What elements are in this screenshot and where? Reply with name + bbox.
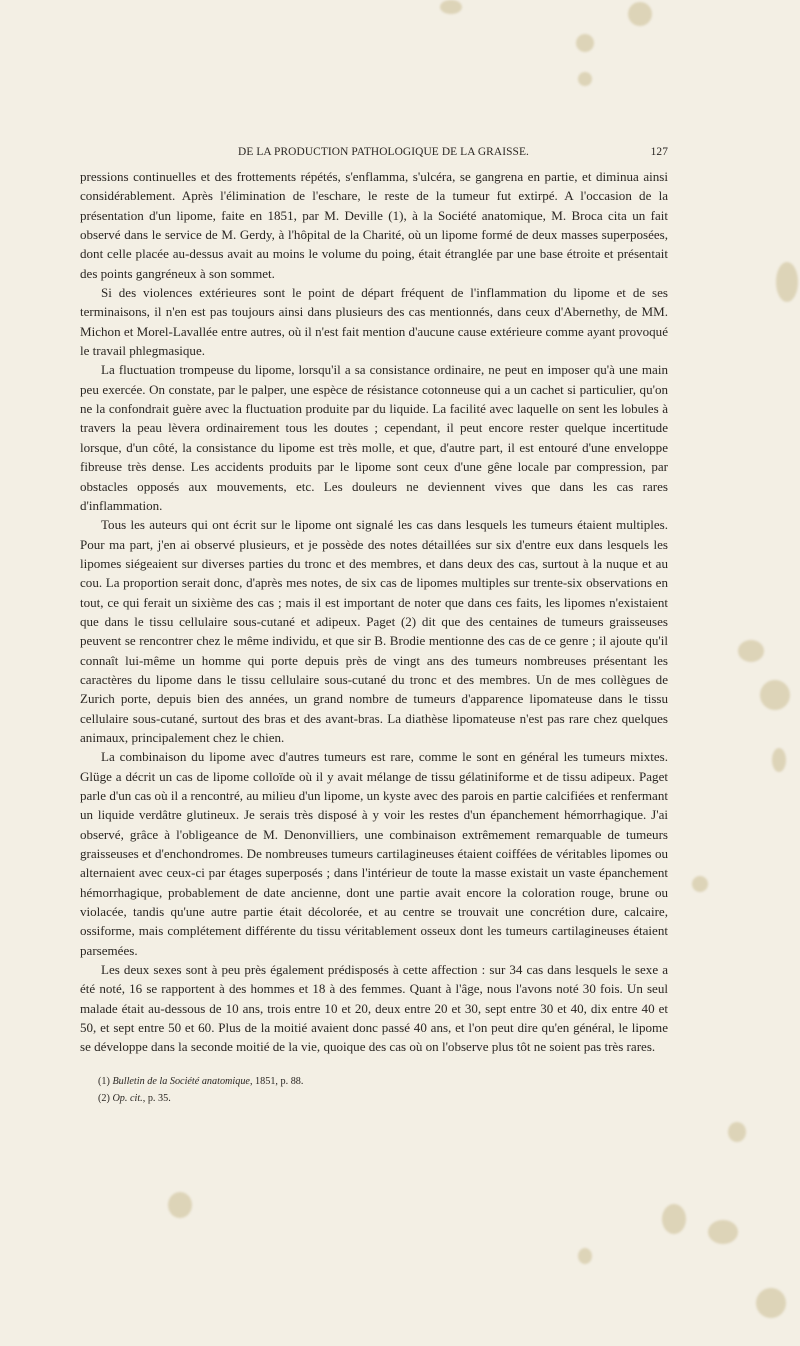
running-title: DE LA PRODUCTION PATHOLOGIQUE DE LA GRAISSE.: [238, 146, 529, 158]
footnotes: [98, 1073, 658, 1107]
paragraph: La combinaison du lipome avec d'autres tumeurs est rare, comme le sont en général les tumeurs mixtes. Glüge a décrit un cas de lipome colloïde où il y avait mélange de tissu gélatiniforme et de tissu adipeux. Paget parle d'un cas où il a rencontré, au milieu d'un lipome, un kyste avec des parois en partie calcifiées et renfermant un liquide verdâtre glutineux. Je serais très disposé à y voir les restes d'un épanchement hémorrhagique. J'ai observé, grâce à l'obligeance de M. Denonvilliers, une combinaison extrêmement remarquable de tumeurs graisseuses et d'enchondromes. De nombreuses tumeurs cartilagineuses étaient coiffées de véritables lipomes ou alternaient avec ceux-ci par étages superposés ; dans l'intérieur de toute la masse existait un vaste épanchement hémorrhagique, probablement de date ancienne, dont une partie avait encore la coloration rouge, brune ou violacée, tandis qu'une autre partie était décolorée, et au centre se trouvait une concrétion dure, calcaire, ossiforme, mais complétement différente du tissu véritablement osseux dont les tumeurs cartilagineuses étaient parsemées.: [80, 749, 668, 958]
footnote-detail: , p. 35.: [142, 1093, 171, 1104]
foxing-stain: [692, 876, 708, 892]
foxing-stain: [578, 72, 592, 86]
footnote: [98, 1073, 658, 1090]
foxing-stain: [738, 640, 764, 662]
running-header: [80, 146, 668, 162]
foxing-stain: [628, 2, 652, 26]
footnote-marker: (1): [98, 1076, 110, 1087]
footnote: [98, 1090, 658, 1107]
paragraph: pressions continuelles et des frottements répétés, s'enflamma, s'ulcéra, se gangrena en partie, et diminua ainsi considérablement. Après l'élimination de l'eschare, le reste de la tumeur fut extirpé. A l'occasion de la présentation d'un lipome, faite en 1851, par M. Deville (1), à la Société anatomique, M. Broca cita un fait observé dans le service de M. Gerdy, à l'hôpital de la Charité, où un lipome formé de deux masses superposées, dont celle placée au-dessus avait au moins le volume du poing, était étranglée par une base étroite et présentait des points gangréneux à son sommet.: [80, 169, 668, 281]
foxing-stain: [168, 1192, 192, 1218]
foxing-stain: [708, 1220, 738, 1244]
foxing-stain: [662, 1204, 686, 1234]
paragraph: Si des violences extérieures sont le point de départ fréquent de l'inflammation du lipome et de ses terminaisons, il n'en est pas toujours ainsi dans plusieurs des cas mentionnés, dans ceux d'Abernethy, de MM. Michon et Morel-Lavallée entre autres, où il n'est fait mention d'aucune cause extérieure comme ayant provoqué le travail phlegmasique.: [80, 285, 668, 359]
footnote-source: Bulletin de la Société anatomique: [112, 1076, 250, 1087]
footnote-detail: , 1851, p. 88.: [249, 1076, 304, 1087]
page-number: 127: [650, 146, 668, 158]
body-text: [80, 167, 668, 1057]
footnote-source: Op. cit.: [112, 1093, 143, 1104]
foxing-stain: [772, 748, 786, 772]
foxing-stain: [440, 0, 462, 14]
paragraph: Les deux sexes sont à peu près également prédisposés à cette affection : sur 34 cas dans lesquels le sexe a été noté, 16 se rapportent à des hommes et 18 à des femmes. Quant à l'âge, nous l'avons noté 30 fois. Un seul malade était au-dessous de 10 ans, trois entre 10 et 20, deux entre 20 et 30, sept entre 30 et 40, dix entre 40 et 50, et sept entre 50 et 60. Plus de la moitié avaient donc passé 40 ans, et l'on peut dire qu'en général, le lipome se développe dans la seconde moitié de la vie, quoique des cas où on l'observe plus tôt ne soient pas très rares.: [80, 962, 668, 1055]
foxing-stain: [728, 1122, 746, 1142]
foxing-stain: [776, 262, 798, 302]
foxing-stain: [576, 34, 594, 52]
foxing-stain: [760, 680, 790, 710]
paragraph: Tous les auteurs qui ont écrit sur le lipome ont signalé les cas dans lesquels les tumeurs étaient multiples. Pour ma part, j'en ai observé plusieurs, et je possède des notes détaillées sur six d'entre eux dans lesquels les lipomes siégeaient sur diverses parties du tronc et des membres, et dans deux des cas, surtout à la nuque et au cou. La proportion serait donc, d'après mes notes, de six cas de lipomes multiples sur trente-six observations en tout, ce qui ferait un sixième des cas ; mais il est important de noter que dans ces faits, les lipomes n'existaient que dans le tissu cellulaire sous-cutané et adipeux. Paget (2) dit que des centaines de tumeurs graisseuses peuvent se rencontrer chez le même individu, et que sir B. Brodie mentionne des cas de ce genre ; il ajoute qu'il connaît lui-même un homme qui porte depuis près de vingt ans des tumeurs nombreuses présentant les caractères du lipome dans le tissu cellulaire sous-cutané du tronc et des membres. Un de mes collègues de Zurich porte, depuis bien des années, un grand nombre de tumeurs d'apparence lipomateuse dans le tissu cellulaire sous-cutané, surtout des bras et des avant-bras. La diathèse lipomateuse n'est pas rare chez quelques animaux, principalement chez le chien.: [80, 517, 668, 745]
paragraph: La fluctuation trompeuse du lipome, lorsqu'il a sa consistance ordinaire, ne peut en imposer qu'à une main peu exercée. On constate, par le palper, une espèce de résistance cotonneuse qui a un cachet si particulier, qu'on ne la confondrait guère avec la fluctuation produite par du liquide. La facilité avec laquelle on sent les lobules à travers la peau lèvera ordinairement tous les doutes ; cependant, il peut encore rester quelque incertitude lorsque, d'un côté, la consistance du lipome est très molle, et que, d'autre part, il est entouré d'une enveloppe fibreuse très dense. Les accidents produits par le lipome sont ceux d'une gêne locale par compression, par obstacles opposés aux mouvements, etc. Les douleurs ne deviennent vives que dans les cas rares d'inflammation.: [80, 362, 668, 513]
footnote-marker: (2): [98, 1093, 110, 1104]
foxing-stain: [756, 1288, 786, 1318]
foxing-stain: [578, 1248, 592, 1264]
